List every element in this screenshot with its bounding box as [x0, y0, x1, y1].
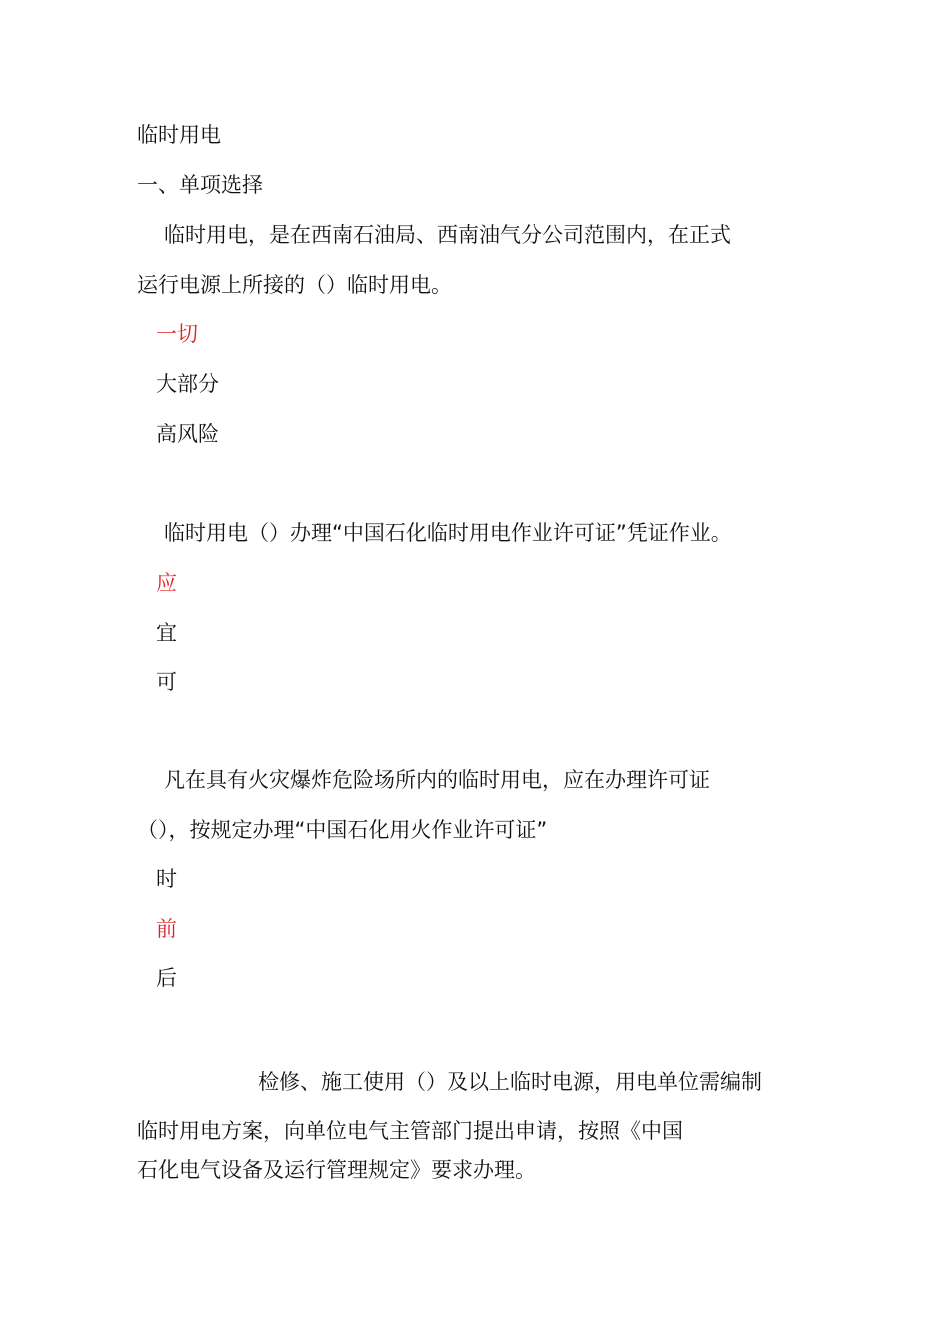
section-heading: 一、单项选择	[137, 173, 263, 197]
q3-stem-line2: （），按规定办理“中国石化用火作业许可证”	[137, 818, 548, 842]
q1-option-c: 高风险	[156, 422, 219, 446]
q3-option-c: 后	[156, 966, 177, 990]
q3-option-b-correct: 前	[156, 917, 177, 941]
q3-option-a: 时	[156, 867, 177, 891]
q1-stem-line1: 临时用电，是在西南石油局、西南油气分公司范围内，在正式	[164, 223, 731, 247]
q2-stem-line1: 临时用电（）办理“中国石化临时用电作业许可证”凭证作业。	[164, 521, 732, 545]
q1-option-b: 大部分	[156, 372, 219, 396]
q4-stem-line3: 石化电气设备及运行管理规定》要求办理。	[137, 1158, 536, 1182]
q2-option-c: 可	[156, 670, 177, 694]
q2-option-b: 宜	[156, 621, 177, 645]
doc-title: 临时用电	[137, 123, 221, 147]
q3-stem-line1: 凡在具有火灾爆炸危险场所内的临时用电，应在办理许可证	[164, 768, 710, 792]
q4-stem-line2: 临时用电方案，向单位电气主管部门提出申请，按照《中国	[137, 1119, 683, 1143]
q1-option-a-correct: 一切	[156, 322, 198, 346]
q2-option-a-correct: 应	[156, 571, 177, 595]
q4-stem-line1: 检修、施工使用（）及以上临时电源，用电单位需编制	[258, 1070, 762, 1094]
q1-stem-line2: 运行电源上所接的（）临时用电。	[137, 273, 452, 297]
